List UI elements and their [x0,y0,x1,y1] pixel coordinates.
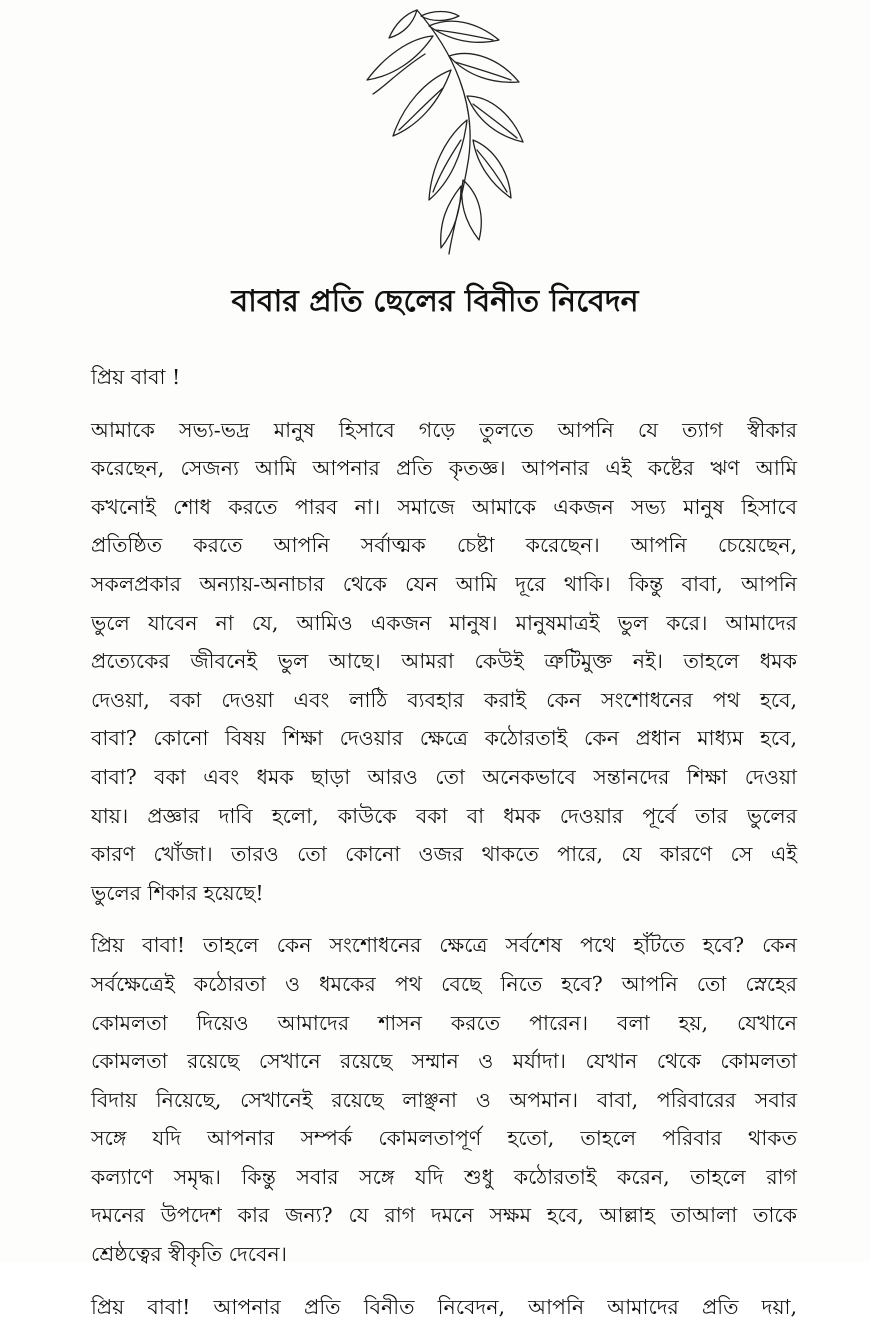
text-line: বাবা? কোনো বিষয় শিক্ষা দেওয়ার ক্ষেত্রে কঠোরতাই কেন প্রধান মাধ্যম হবে, [91,726,797,751]
text-line: কারণ খোঁজা। তারও তো কোনো ওজর থাকতে পারে, যে কারণে সে এই [91,842,797,867]
paragraph-3 [91,1288,797,1327]
text-line: বিদায় নিয়েছে, সেখানেই রয়েছে লাঞ্ছনা ও অপমান। বাবা, পরিবারের সবার [91,1087,797,1112]
text-line: কোমলতা রয়েছে সেখানে রয়েছে সম্মান ও মর্যাদা। যেখান থেকে কোমলতা [91,1049,797,1074]
text-line: দমনের উপদেশ কার জন্য? যে রাগ দমনে সক্ষম হবে, আল্লাহ তাআলা তাকে [91,1203,797,1228]
text-line: সকলপ্রকার অন্যায়-অনাচার থেকে যেন আমি দূরে থাকি। কিন্তু বাবা, আপনি [91,571,797,596]
paragraph-1 [91,411,797,913]
text-line: প্রত্যেকের জীবনেই ভুল আছে। আমরা কেউই ত্রুটিমুক্ত নই। তাহলে ধমক [91,649,797,674]
text-line: সঙ্গে যদি আপনার সম্পর্ক কোমলতাপূর্ণ হতো, তাহলে পরিবার থাকত [91,1126,797,1151]
text-line: আমাকে সভ্য-ভদ্র মানুষ হিসাবে গড়ে তুলতে আপনি যে ত্যাগ স্বীকার [91,417,797,442]
text-line: প্রিয় বাবা! তাহলে কেন সংশোধনের ক্ষেত্রে সর্বশেষ পথে হাঁটতে হবে? কেন [91,933,797,958]
text-line: বাবা? বকা এবং ধমক ছাড়া আরও তো অনেকভাবে সন্তানদের শিক্ষা দেওয়া [91,764,797,789]
text-line: প্রিয় বাবা! আপনার প্রতি বিনীত নিবেদন, আপনি আমাদের প্রতি দয়া, [91,1294,797,1319]
text-line: ভুলের শিকার হয়েছে! [91,880,264,905]
text-line: কোমলতা দিয়েও আমাদের শাসন করতে পারেন। বলা হয়, যেখানে [91,1010,797,1035]
paragraph-2 [91,926,797,1273]
text-line: করেছেন, সেজন্য আমি আপনার প্রতি কৃতজ্ঞ। আপনার এই কষ্টের ঋণ আমি [91,456,797,481]
text-line: ভুলে যাবেন না যে, আমিও একজন মানুষ। মানুষমাত্রই ভুল করে। আমাদের [91,610,797,635]
text-line: শ্রেষ্ঠত্বের স্বীকৃতি দেবেন। [91,1242,287,1267]
text-line: যায়। প্রজ্ঞার দাবি হলো, কাউকে বকা বা ধমক দেওয়ার পূর্বে তার ভুলের [91,803,797,828]
letter-body [91,358,797,1340]
salutation: প্রিয় বাবা ! [91,365,181,389]
text-line: প্রতিষ্ঠিত করতে আপনি সর্বাত্মক চেষ্টা করেছেন। আপনি চেয়েছেন, [91,533,797,558]
leaf-branch-icon [355,8,535,258]
text-line: সর্বক্ষেত্রেই কঠোরতা ও ধমকের পথ বেছে নিতে হবে? আপনি তো স্নেহের [91,971,797,996]
page-title: বাবার প্রতি ছেলের বিনীত নিবেদন [231,284,639,319]
text-line: কখনোই শোধ করতে পারব না। সমাজে আমাকে একজন সভ্য মানুষ হিসাবে [91,494,797,519]
text-line: দেওয়া, বকা দেওয়া এবং লাঠি ব্যবহার করাই কেন সংশোধনের পথ হবে, [91,687,797,712]
text-line: কল্যাণে সমৃদ্ধ। কিন্তু সবার সঙ্গে যদি শুধু কঠোরতাই করেন, তাহলে রাগ [91,1164,797,1189]
